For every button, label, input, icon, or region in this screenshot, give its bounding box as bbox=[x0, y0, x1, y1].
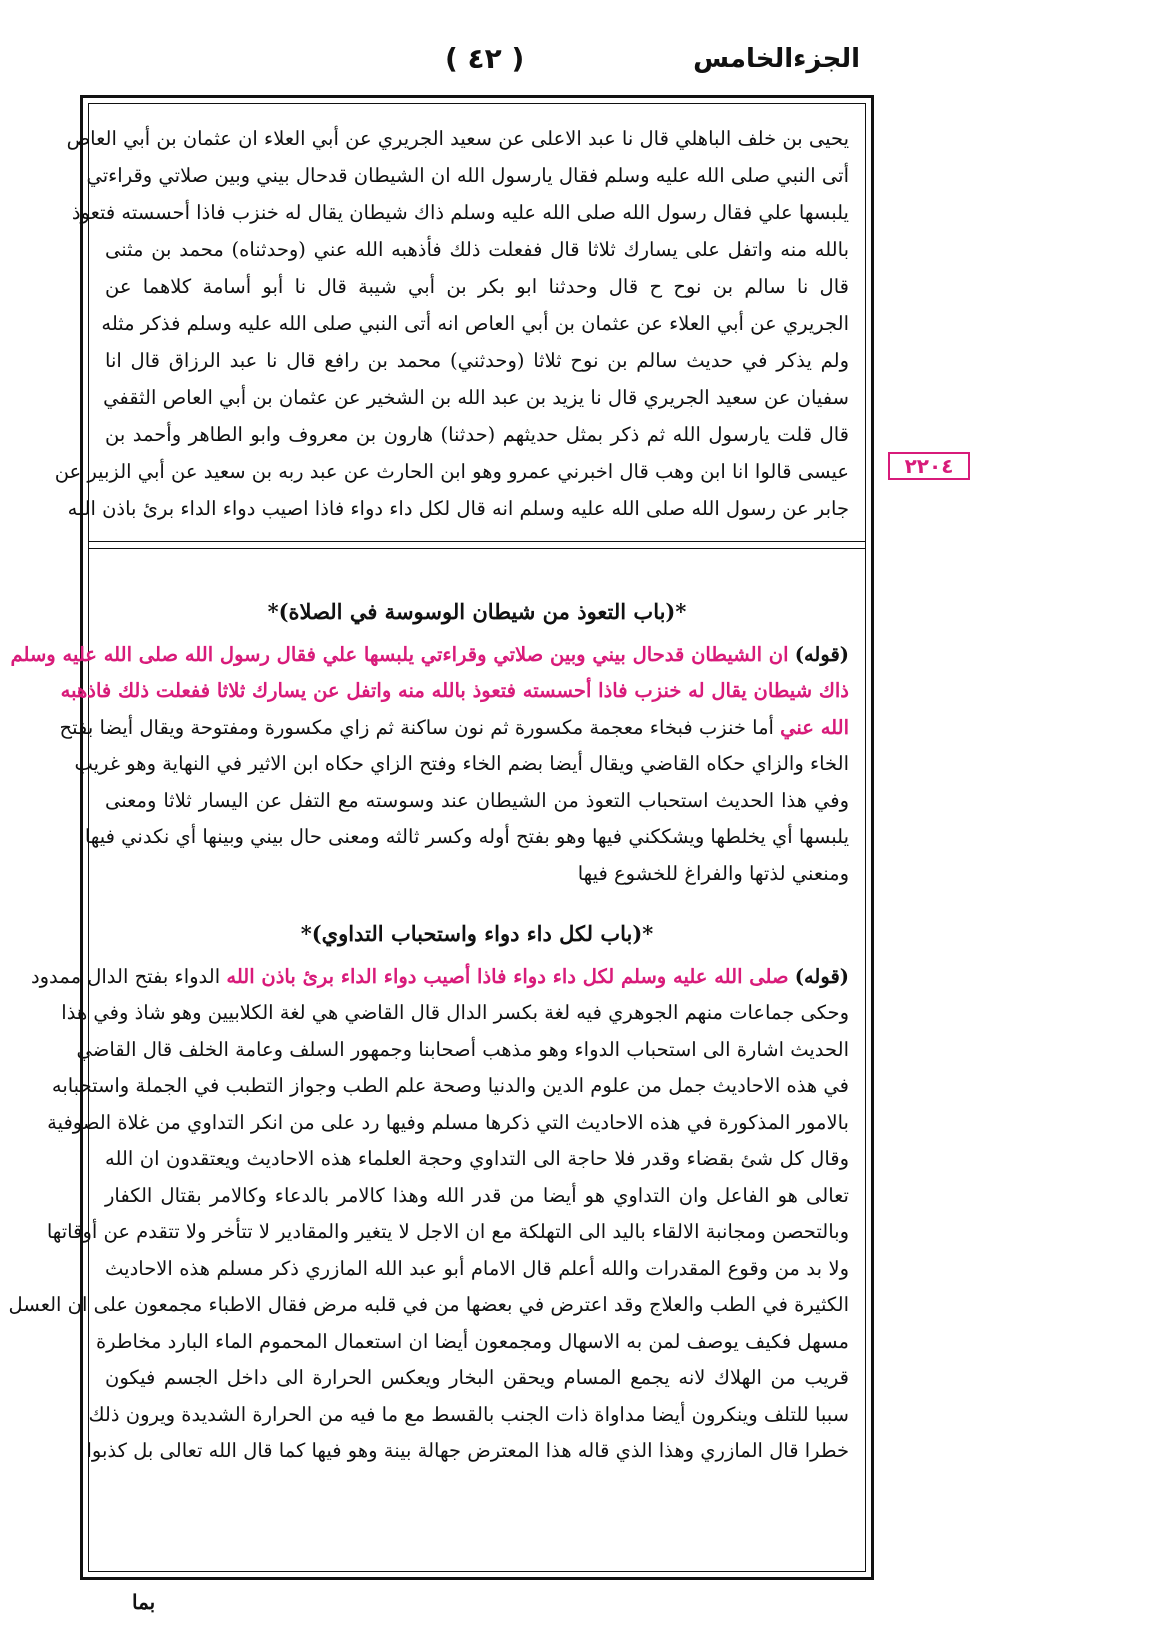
hadith-line: بالله منه واتفل على يسارك ثلاثا قال ففعلت ذلك فأذهبه الله عني (وحدثناه) محمد بن مثنى bbox=[105, 238, 849, 261]
hadith-line: أتى النبي صلى الله عليه وسلم فقال يارسول الله ان الشيطان قدحال بيني وبين صلاتي وقراءتي bbox=[86, 164, 849, 187]
chapter-heading: *(باب لكل داء دواء واستحباب التداوي)* bbox=[300, 921, 654, 946]
commentary-line: قريب من الهلاك لانه يجمع المسام ويحقن البخار ويعكس الحرارة الى داخل الجسم فيكون bbox=[105, 1366, 849, 1389]
quoted-text: ان الشيطان قدحال بيني وبين صلاتي وقراءتي يلبسها علي فقال رسول الله صلى الله عليه وسلم bbox=[10, 642, 789, 666]
hadith-line: قال نا سالم بن نوح ح قال وحدثنا ابو بكر بن أبي شيبة قال نا أبو أسامة كلاهما عن bbox=[105, 275, 849, 298]
hadith-line: عيسى قالوا انا ابن وهب قال اخبرني عمرو وهو ابن الحارث عن عبد ربه بن سعيد عن أبي الزبير عن bbox=[54, 460, 849, 483]
hadith-line: الجريري عن أبي العلاء عن عثمان بن أبي العاص انه أتى النبي صلى الله عليه وسلم فذكر مثله bbox=[101, 312, 849, 335]
commentary-line: وبالتحصن ومجانبة الالقاء باليد الى التهلكة مع ان الاجل لا يتغير والمقادير لا تتأخر ولا تتقدم عن أوقاتها bbox=[46, 1220, 849, 1243]
page-header bbox=[120, 40, 860, 100]
catchword: بما bbox=[132, 1590, 156, 1614]
hadith-line: يحيى بن خلف الباهلي قال نا عبد الاعلى عن سعيد الجريري عن أبي العلاء ان عثمان بن أبي العاص bbox=[66, 127, 849, 150]
commentary-line bbox=[30, 959, 849, 996]
hadith-line: سفيان عن سعيد الجريري قال نا يزيد بن عبد الله بن الشخير عن عثمان بن أبي العاص الثقفي bbox=[103, 386, 849, 409]
hadith-number-box: ٢٢٠٤ bbox=[888, 452, 970, 480]
quoted-text: صلى الله عليه وسلم لكل داء دواء فاذا أصيب دواء الداء برئ باذن الله bbox=[226, 964, 789, 988]
qawluh-label: (قوله) bbox=[794, 642, 849, 666]
commentary-line: تعالى هو الفاعل وان التداوي هو أيضا من قدر الله وهذا كالامر بالدعاء وكالامر بقتال الكفار bbox=[105, 1183, 849, 1207]
commentary-line bbox=[10, 637, 849, 674]
page-number: ( ٤٢ ) bbox=[445, 42, 525, 75]
commentary-line: الحديث اشارة الى استحباب الدواء وهو مذهب أصحابنا وجمهور السلف وعامة الخلف قال القاضي bbox=[76, 1037, 849, 1061]
commentary-fragment: الدواء بفتح الدال ممدود bbox=[30, 964, 221, 988]
commentary-line: وحكى جماعات منهم الجوهري فيه لغة بكسر الدال قال القاضي هي لغة الكلابيين وهو شاذ وفي هذا bbox=[61, 1001, 849, 1024]
commentary-line bbox=[59, 710, 849, 747]
commentary-line: سببا للتلف وينكرون أيضا مداواة ذات الجنب بالقسط مع ما فيه من الحرارة الشديدة ويرون ذلك bbox=[88, 1402, 849, 1426]
qawluh-label: (قوله) bbox=[794, 964, 849, 988]
spacer bbox=[105, 892, 849, 912]
commentary-line: في هذه الاحاديث جمل من علوم الدين والدنيا وصحة علم الطب وجواز التطبب في الجملة واستحبابه bbox=[51, 1074, 849, 1097]
hadith-line: يلبسها علي فقال رسول الله صلى الله عليه وسلم ذاك شيطان يقال له خنزب فاذا أحسسته فتعوذ bbox=[71, 201, 849, 224]
commentary-line: وفي هذا الحديث استحباب التعوذ من الشيطان عند وسوسته مع التفل عن اليسار ثلاثا ومعنى bbox=[105, 788, 849, 812]
hadith-text bbox=[54, 120, 849, 568]
commentary-text bbox=[8, 590, 849, 1560]
commentary-line: الخاء والزاي حكاه القاضي ويقال أيضا بضم الخاء وفتح الزاي حكاه ابن الاثير في النهاية وهو غريب bbox=[74, 752, 849, 775]
commentary-line: يلبسها أي يخلطها ويشككني فيها وهو بفتح أوله وكسر ثالثه ومعنى حال بيني وبينها أي نكدني فيها bbox=[84, 825, 849, 848]
chapter-heading: *(باب التعوذ من شيطان الوسوسة في الصلاة)* bbox=[267, 599, 687, 624]
hadith-line: جابر عن رسول الله صلى الله عليه وسلم انه قال لكل داء دواء فاذا اصيب دواء الداء برئ باذن الله bbox=[67, 497, 849, 520]
commentary-line: وقال كل شئ بقضاء وقدر فلا حاجة الى التداوي وحجة العلماء هذه الاحاديث ويعتقدون ان الله bbox=[105, 1147, 849, 1170]
commentary-line: ومنعني لذتها والفراغ للخشوع فيها bbox=[577, 861, 849, 885]
hadith-line: ولم يذكر في حديث سالم بن نوح ثلاثا (وحدثني) محمد بن رافع قال نا عبد الرزاق قال انا bbox=[105, 349, 849, 372]
commentary-line: بالامور المذكورة في هذه الاحاديث التي ذكرها مسلم وفيها رد على من انكر التداوي من غلاة الصوفية bbox=[47, 1110, 849, 1134]
page-title: الجزءالخامس bbox=[693, 44, 860, 74]
quoted-text: ذاك شيطان يقال له خنزب فاذا أحسسته فتعوذ بالله منه واتفل عن يسارك ثلاثا ففعلت ذلك فاذهبه bbox=[60, 679, 849, 702]
commentary-line: ولا بد من وقوع المقدرات والله أعلم قال الامام أبو عبد الله المازري ذكر مسلم هذه الاحاديث bbox=[105, 1256, 849, 1280]
commentary-line: مسهل فكيف يوصف لمن به الاسهال ومجمعون أيضا ان استعمال المحموم الماء البارد مخاطرة bbox=[95, 1329, 849, 1353]
commentary-line: خطرا قال المازري وهذا الذي قاله هذا المعترض جهالة بينة وهو فيها كما قال الله تعالى بل كذبوا bbox=[86, 1439, 849, 1462]
hadith-line: قال قلت يارسول الله ثم ذكر بمثل حديثهم (حدثنا) هارون بن معروف وابو الطاهر وأحمد بن bbox=[105, 423, 849, 446]
commentary-fragment: أما خنزب فبخاء معجمة مكسورة ثم نون ساكنة ثم زاي مكسورة ومفتوحة ويقال أيضا بفتح bbox=[59, 715, 774, 739]
commentary-line: الكثيرة في الطب والعلاج وقد اعترض في بعضها من في قلبه مرض فقال الاطباء مجمعون على ان العسل bbox=[8, 1293, 849, 1316]
quoted-text: الله عني bbox=[780, 715, 849, 739]
